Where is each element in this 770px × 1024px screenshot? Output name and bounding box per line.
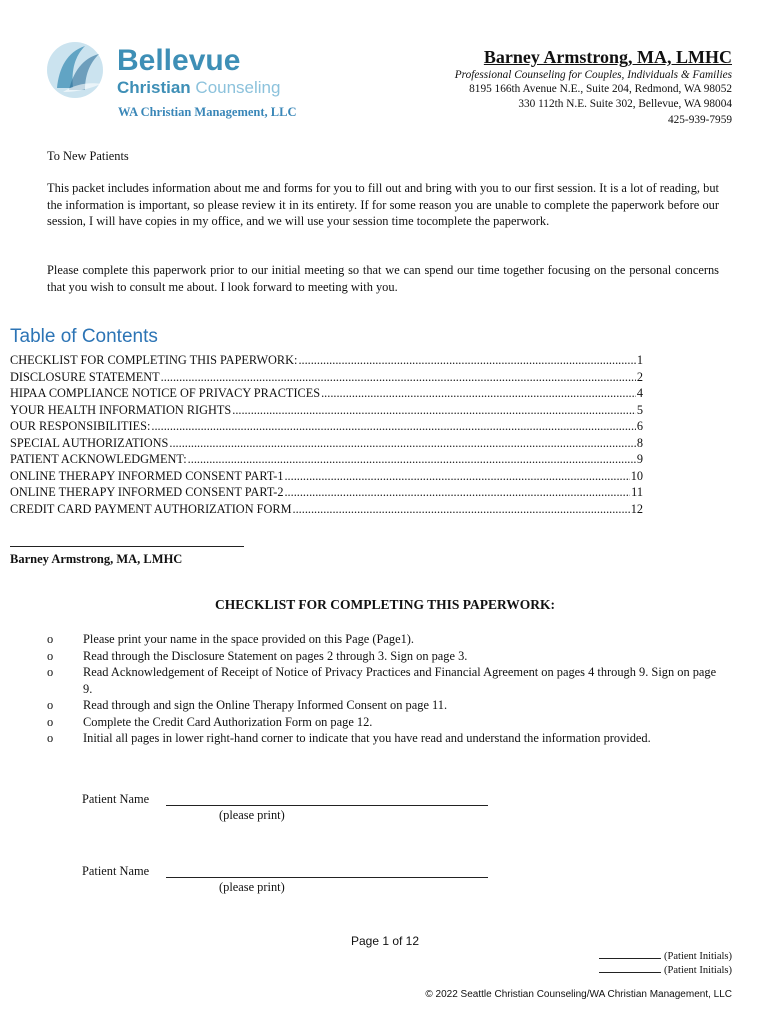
- phone-number: 425-939-7959: [667, 114, 732, 126]
- toc-leader-dots: [293, 501, 630, 518]
- greeting: To New Patients: [47, 149, 129, 163]
- toc-leader-dots: [284, 468, 629, 485]
- initials-label: (Patient Initials): [664, 965, 732, 976]
- bullet-circle-icon: o: [47, 698, 54, 712]
- checklist-item: [47, 730, 727, 747]
- checklist-item-text: Read Acknowledgement of Receipt of Notice of Privacy Practices and Financial Agreement on pages 4 through 9. Sign on page 9.: [83, 665, 717, 696]
- checklist-item: [47, 631, 727, 648]
- bullet-circle-icon: o: [47, 632, 54, 646]
- tagline: Professional Counseling for Couples, Individuals & Families: [454, 69, 732, 81]
- toc-entry-page: 12: [630, 501, 643, 516]
- toc-entry[interactable]: [10, 484, 643, 501]
- toc-entry-title: CHECKLIST FOR COMPLETING THIS PAPERWORK:: [10, 353, 298, 367]
- page-number: Page 1 of 12: [350, 934, 420, 948]
- initials-field[interactable]: [599, 962, 661, 973]
- copyright-footer: © 2022 Seattle Christian Counseling/WA Christian Management, LLC: [425, 989, 732, 1000]
- toc-entry-title: HIPAA COMPLIANCE NOTICE OF PRIVACY PRACTICES: [10, 386, 321, 400]
- checklist-heading: CHECKLIST FOR COMPLETING THIS PAPERWORK:: [214, 597, 556, 612]
- checklist-item-text: Read through and sign the Online Therapy Informed Consent on page 11.: [83, 698, 448, 712]
- toc-entry[interactable]: [10, 418, 643, 435]
- toc-entry[interactable]: [10, 402, 643, 419]
- toc-leader-dots: [321, 385, 636, 402]
- toc-entry-title: CREDIT CARD PAYMENT AUTHORIZATION FORM: [10, 501, 292, 516]
- toc-entry[interactable]: [10, 435, 643, 452]
- toc-entry-title: PATIENT ACKNOWLEDGMENT:: [10, 452, 187, 466]
- checklist-item-text: Read through the Disclosure Statement on pages 2 through 3. Sign on page 3.: [83, 648, 468, 663]
- toc-entry[interactable]: [10, 451, 643, 468]
- table-of-contents: [10, 352, 643, 517]
- logo: [45, 38, 305, 108]
- bullet-circle-icon: o: [47, 731, 54, 745]
- logo-mark: [45, 38, 305, 108]
- toc-entry[interactable]: [10, 352, 643, 369]
- toc-entry[interactable]: [10, 468, 643, 485]
- checklist-item: [47, 648, 727, 665]
- toc-entry-title: YOUR HEALTH INFORMATION RIGHTS: [10, 402, 232, 417]
- therapist-name: Barney Armstrong, MA, LMHC: [483, 47, 732, 67]
- signature-name: Barney Armstrong, MA, LMHC: [10, 552, 183, 566]
- toc-entry[interactable]: [10, 385, 643, 402]
- patient-name-field-2[interactable]: [166, 877, 488, 878]
- patient-name-label-2: Patient Name: [82, 864, 150, 878]
- initials-label: (Patient Initials): [664, 951, 732, 962]
- toc-entry-page: 5: [636, 402, 643, 417]
- toc-entry-title: DISCLOSURE STATEMENT: [10, 369, 160, 384]
- bullet-circle-icon: o: [47, 665, 54, 679]
- toc-leader-dots: [188, 451, 636, 468]
- toc-heading: Table of Contents: [10, 326, 158, 347]
- toc-leader-dots: [151, 418, 635, 435]
- toc-entry-page: 8: [636, 435, 643, 450]
- patient-initials-2: [599, 962, 732, 976]
- toc-leader-dots: [169, 435, 635, 452]
- toc-entry[interactable]: [10, 369, 643, 386]
- toc-entry-page: 9: [636, 452, 643, 466]
- brand-line2-bold: Christian: [117, 78, 191, 97]
- toc-entry-page: 10: [630, 468, 643, 483]
- management-name: WA Christian Management, LLC: [118, 105, 297, 119]
- toc-entry-page: 6: [636, 419, 643, 433]
- toc-entry-title: ONLINE THERAPY INFORMED CONSENT PART-1: [10, 468, 284, 483]
- toc-entry-title: ONLINE THERAPY INFORMED CONSENT PART-2: [10, 485, 284, 499]
- checklist-item: [47, 697, 727, 714]
- checklist-item-text: Initial all pages in lower right-hand corner to indicate that you have read and understand the information provided.: [83, 731, 651, 745]
- toc-leader-dots: [161, 369, 636, 386]
- toc-entry-page: 1: [636, 353, 643, 367]
- intro-paragraph-2: Please complete this paperwork prior to our initial meeting so that we can spend our time together focusing on the personal concerns that you wish to consult me about. I look forward to meeting with you.: [47, 263, 719, 294]
- patient-name-field-1[interactable]: [166, 805, 488, 806]
- intro-paragraph-1: This packet includes information about me and forms for you to fill out and bring with you to our first session. It is a lot of reading, but the information is important, so please review it in its entirety. If for some reason you are unable to complete the paperwork before our session, I will have copies in my office, and we will use your session time tocomplete the paperwork.: [47, 181, 719, 229]
- bullet-circle-icon: o: [47, 714, 54, 729]
- toc-leader-dots: [284, 484, 630, 501]
- toc-entry-title: OUR RESPONSIBILITIES:: [10, 419, 151, 433]
- bullet-circle-icon: o: [47, 648, 54, 663]
- checklist-item-text: Complete the Credit Card Authorization Form on page 12.: [83, 714, 373, 729]
- patient-initials-1: [599, 948, 732, 962]
- address-redmond: 8195 166th Avenue N.E., Suite 204, Redmond, WA 98052: [469, 83, 732, 95]
- brand-line2-light: Counseling: [190, 78, 281, 97]
- checklist-item: [47, 714, 727, 731]
- toc-entry[interactable]: [10, 501, 643, 518]
- checklist: [47, 631, 727, 747]
- initials-field[interactable]: [599, 948, 661, 959]
- toc-entry-title: SPECIAL AUTHORIZATIONS: [10, 435, 169, 450]
- toc-leader-dots: [232, 402, 636, 419]
- brand-line2: [117, 78, 280, 97]
- please-print-hint-1: (please print): [219, 808, 285, 822]
- toc-entry-page: 11: [631, 485, 643, 499]
- checklist-item: [47, 664, 727, 697]
- toc-entry-page: 4: [636, 386, 643, 400]
- signature-line: [10, 546, 244, 547]
- patient-name-label-1: Patient Name: [82, 792, 150, 806]
- address-bellevue: 330 112th N.E. Suite 302, Bellevue, WA 98004: [518, 98, 732, 110]
- please-print-hint-2: (please print): [219, 880, 285, 894]
- brand-line1: Bellevue: [117, 44, 241, 77]
- checklist-item-text: Please print your name in the space provided on this Page (Page1).: [83, 632, 415, 646]
- toc-leader-dots: [298, 352, 635, 369]
- toc-entry-page: 2: [636, 369, 643, 384]
